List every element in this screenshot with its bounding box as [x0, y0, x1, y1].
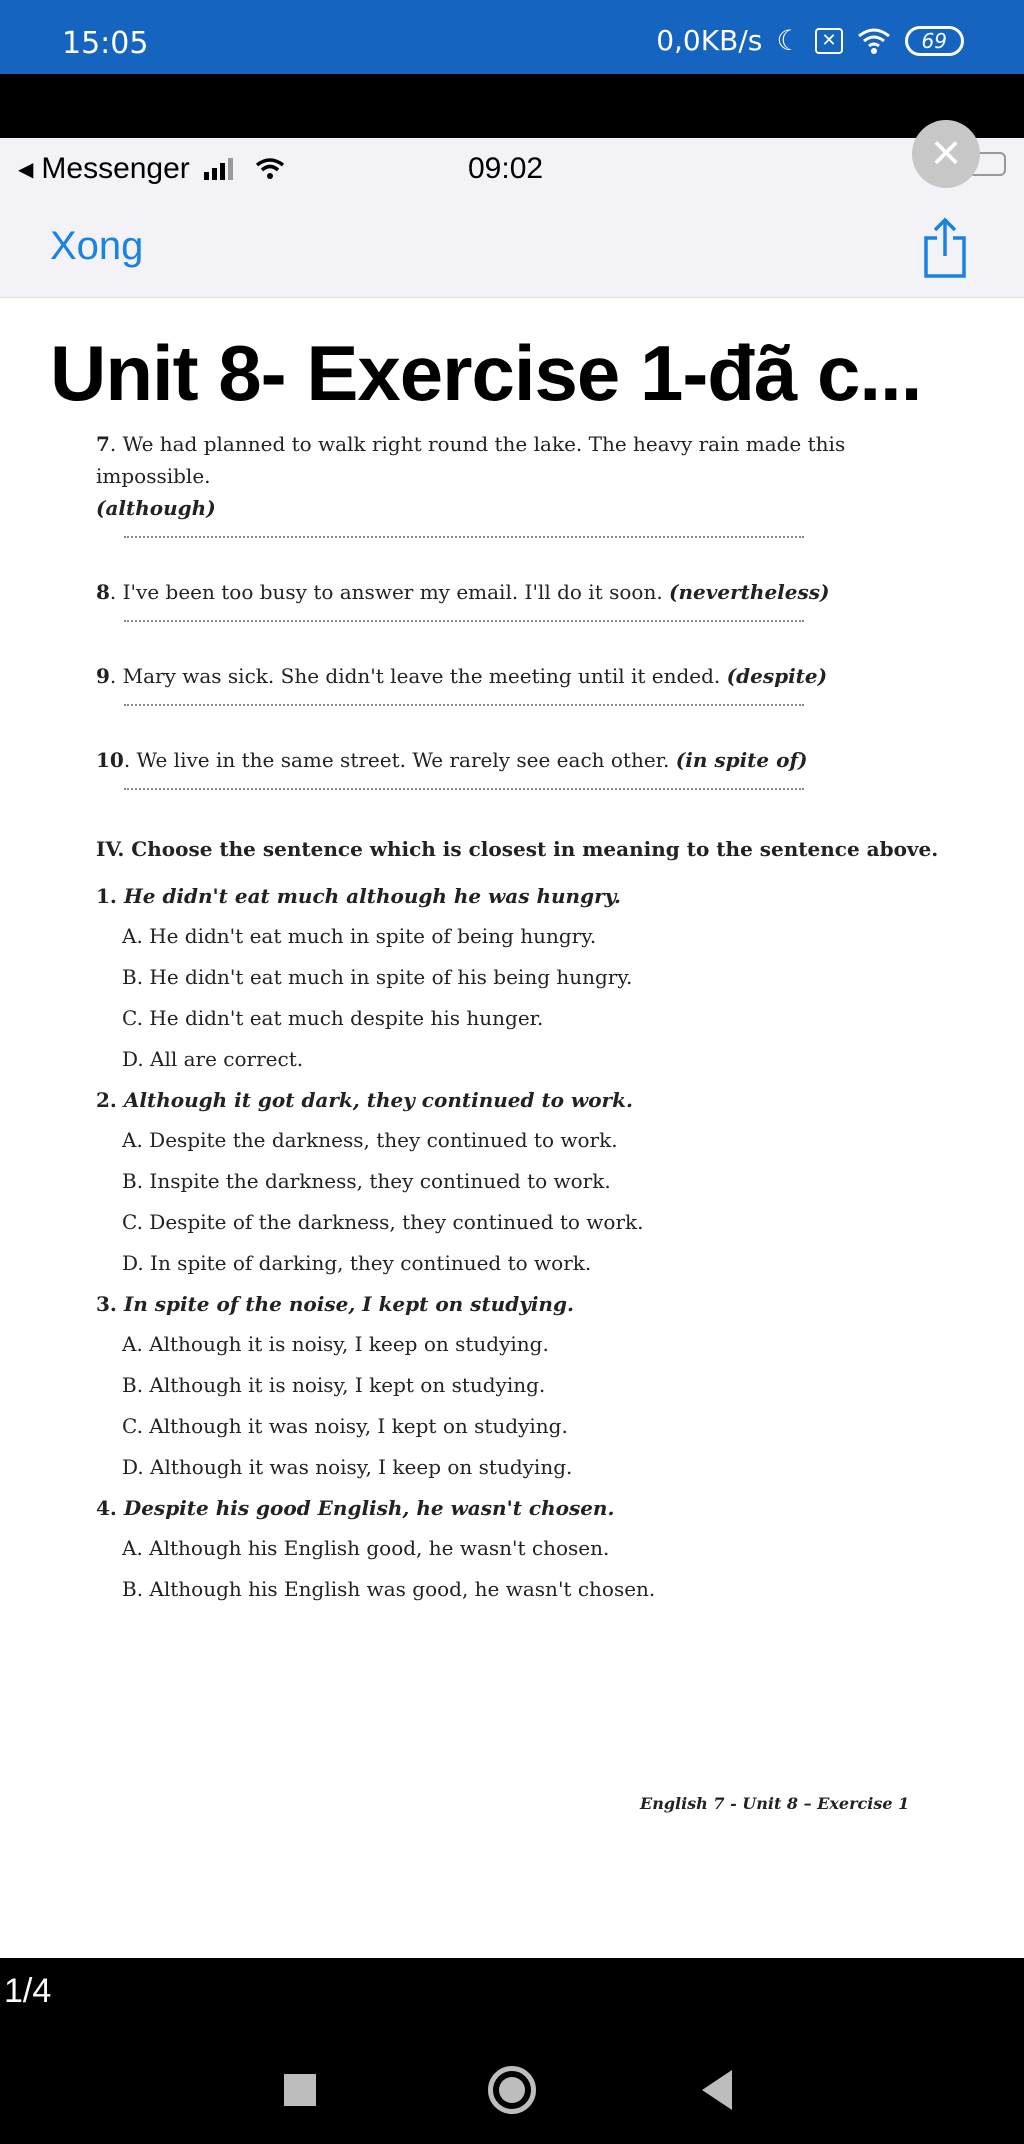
android-nav-bar — [0, 2034, 1024, 2144]
mc-number: 2. — [96, 1088, 117, 1112]
mc-stem: Despite his good English, he wasn't chosen. — [123, 1496, 615, 1520]
mc-option: C. Despite of the darkness, they continued to work. — [122, 1210, 644, 1234]
share-icon[interactable] — [920, 216, 970, 280]
ios-screenshot — [0, 124, 1024, 1958]
network-speed: 0,0KB/s — [656, 24, 763, 57]
mc-number: 3. — [96, 1292, 117, 1316]
home-button[interactable] — [488, 2066, 536, 2114]
mc-option: D. Although it was noisy, I keep on studying. — [122, 1455, 573, 1479]
question-number: 8 — [96, 580, 110, 604]
back-button[interactable] — [702, 2070, 732, 2110]
mc-question — [96, 1488, 946, 1610]
page-counter-bar — [0, 1958, 1024, 2034]
mc-stem: He didn't eat much although he was hungry. — [123, 884, 621, 908]
mc-number: 1. — [96, 884, 117, 908]
rewrite-question — [96, 660, 946, 692]
question-text: . We had planned to walk right round the lake. The heavy rain made this impossible. — [96, 432, 846, 488]
mc-number: 4. — [96, 1496, 117, 1520]
mc-stem: Although it got dark, they continued to work. — [123, 1088, 633, 1112]
ios-clock: 09:02 — [468, 152, 544, 185]
mc-option: A. Despite the darkness, they continued to work. — [122, 1128, 618, 1152]
rewrite-question — [96, 576, 946, 608]
document-title: Unit 8- Exercise 1-đã c... — [50, 329, 922, 417]
mc-option: B. He didn't eat much in spite of his being hungry. — [122, 965, 633, 989]
signal-icon — [204, 158, 233, 180]
question-text: . Mary was sick. She didn't leave the meeting until it ended. — [109, 664, 721, 688]
mc-question — [96, 1080, 946, 1284]
ios-status-bar — [0, 124, 1024, 198]
android-status-bar — [0, 0, 1024, 74]
back-to-app[interactable] — [18, 152, 285, 186]
mc-question — [96, 1284, 946, 1488]
wifi-icon — [857, 27, 891, 55]
back-triangle-icon: ◀ — [18, 158, 34, 181]
section-heading: IV. Choose the sentence which is closest in meaning to the sentence above. — [96, 837, 939, 861]
answer-line — [124, 536, 804, 538]
mc-option: C. Although it was noisy, I kept on studying. — [122, 1414, 568, 1438]
mc-option: B. Although his English was good, he wasn't chosen. — [122, 1577, 656, 1601]
mc-option: D. In spite of darking, they continued to work. — [122, 1251, 592, 1275]
mc-option: B. Inspite the darkness, they continued to work. — [122, 1169, 611, 1193]
question-number: 7 — [96, 432, 110, 456]
close-icon[interactable]: × — [912, 120, 980, 188]
mc-option: A. Although it is noisy, I keep on studying. — [122, 1332, 549, 1356]
status-time: 15:05 — [62, 26, 149, 61]
page-footer: English 7 - Unit 8 – Exercise 1 — [640, 1794, 910, 1813]
ios-wifi-icon — [255, 157, 285, 181]
answer-line — [124, 788, 804, 790]
question-hint: (nevertheless) — [669, 580, 830, 604]
mc-option: C. He didn't eat much despite his hunger. — [122, 1006, 544, 1030]
question-text: . We live in the same street. We rarely see each other. — [123, 748, 670, 772]
mc-option: A. Although his English good, he wasn't chosen. — [122, 1536, 610, 1560]
rewrite-question — [96, 428, 946, 524]
mc-option: D. All are correct. — [122, 1047, 304, 1071]
question-hint: (although) — [96, 496, 216, 520]
black-band — [0, 74, 1024, 138]
sim-x-icon: ✕ — [815, 28, 842, 54]
question-number: 10 — [96, 748, 124, 772]
question-number: 9 — [96, 664, 110, 688]
done-button[interactable]: Xong — [50, 224, 144, 268]
rewrite-question — [96, 744, 946, 776]
back-app-label: Messenger — [41, 152, 190, 185]
viewer-nav-bar — [0, 198, 1024, 298]
answer-line — [124, 704, 804, 706]
mc-question — [96, 876, 946, 1080]
document-page — [96, 428, 946, 1813]
page-counter: 1/4 — [4, 1972, 52, 2010]
mc-option: A. He didn't eat much in spite of being hungry. — [122, 924, 597, 948]
mc-stem: In spite of the noise, I kept on studying. — [123, 1292, 574, 1316]
question-text: . I've been too busy to answer my email. I'll do it soon. — [109, 580, 663, 604]
question-hint: (despite) — [726, 664, 828, 688]
battery-level: 69 — [921, 28, 947, 53]
question-hint: (in spite of) — [675, 748, 808, 772]
mc-option: B. Although it is noisy, I kept on studying. — [122, 1373, 546, 1397]
recents-button[interactable] — [284, 2074, 316, 2106]
answer-line — [124, 620, 804, 622]
battery-icon — [905, 26, 964, 56]
moon-icon: ☾ — [776, 24, 802, 57]
